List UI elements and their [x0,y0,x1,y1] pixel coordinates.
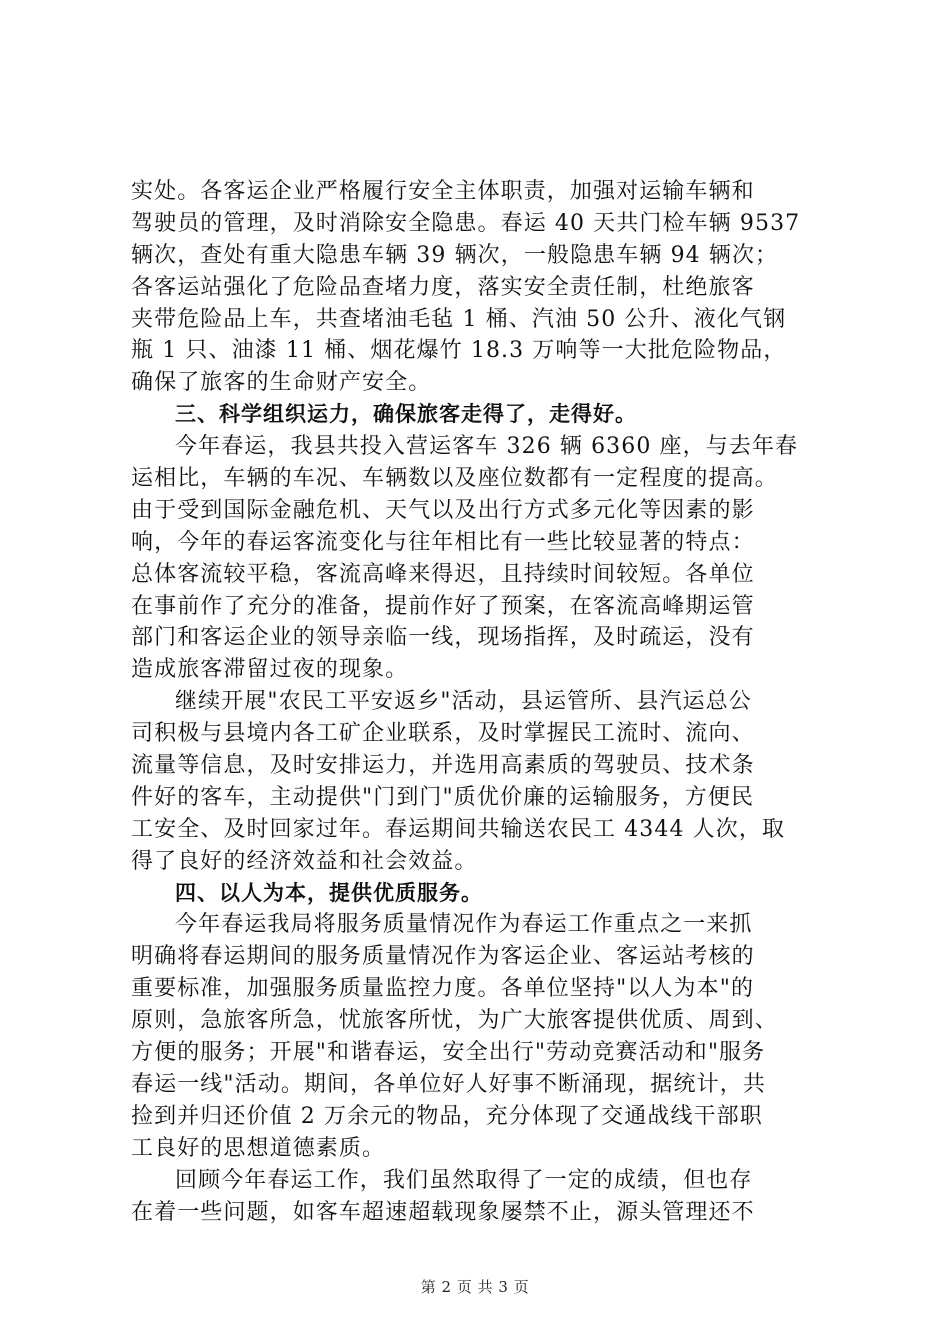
text-line: 工安全、及时回家过年。春运期间共输送农民工 4344 人次，取 [131,816,786,842]
text-line: 春运一线"活动。期间，各单位好人好事不断涌现，据统计，共 [131,1071,766,1097]
paragraph-start: 今年春运，我县共投入营运客车 326 辆 6360 座，与去年春 [175,434,799,460]
text-line: 工良好的思想道德素质。 [131,1135,386,1161]
text-line: 响，今年的春运客流变化与往年相比有一些比较显著的特点： [131,529,755,555]
text-line: 捡到并归还价值 2 万余元的物品，充分体现了交通战线干部职 [131,1103,763,1129]
text-line: 由于受到国际金融危机、天气以及出行方式多元化等因素的影 [131,497,755,523]
section-heading-4: 四、以人为本，提供优质服务。 [175,880,483,905]
text-line: 流量等信息，及时安排运力，并选用高素质的驾驶员、技术条 [131,753,755,779]
text-line: 确保了旅客的生命财产安全。 [131,370,432,396]
paragraph-start: 今年春运我局将服务质量情况作为春运工作重点之一来抓 [175,912,753,938]
text-line: 夹带危险品上车，共查堵油毛毡 1 桶、汽油 50 公升、液化气钢 [131,306,787,332]
text-line: 在着一些问题，如客车超速超载现象屡禁不止，源头管理还不 [131,1199,755,1225]
text-line: 辆次，查处有重大隐患车辆 39 辆次，一般隐患车辆 94 辆次； [131,242,779,268]
text-line: 司积极与县境内各工矿企业联系，及时掌握民工流时、流向、 [131,721,755,747]
text-line: 重要标准，加强服务质量监控力度。各单位坚持"以人为本"的 [131,976,755,1002]
text-line: 瓶 1 只、油漆 11 桶、烟花爆竹 18.3 万响等一大批危险物品， [131,338,787,364]
text-line: 原则，急旅客所急，忧旅客所忧，为广大旅客提供优质、周到、 [131,1008,778,1034]
text-line: 方便的服务；开展"和谐春运，安全出行"劳动竞赛活动和"服务 [131,1040,766,1066]
page-number-footer: 第 2 页 共 3 页 [420,1278,530,1296]
section-heading-3: 三、科学组织运力，确保旅客走得了，走得好。 [175,402,637,427]
text-line: 驾驶员的管理，及时消除安全隐患。春运 40 天共门检车辆 9537 [131,210,801,236]
paragraph-start: 继续开展"农民工平安返乡"活动，县运管所、县汽运总公 [175,689,752,715]
text-line: 各客运站强化了危险品查堵力度，落实安全责任制，杜绝旅客 [131,274,755,300]
body-text [131,176,831,1228]
text-line: 得了良好的经济效益和社会效益。 [131,848,478,874]
text-line: 总体客流较平稳，客流高峰来得迟，且持续时间较短。各单位 [131,561,755,587]
text-line: 造成旅客滞留过夜的现象。 [131,657,409,683]
text-line: 在事前作了充分的准备，提前作好了预案，在客流高峰期运管 [131,593,755,619]
text-line: 明确将春运期间的服务质量情况作为客运企业、客运站考核的 [131,944,755,970]
text-line: 运相比，车辆的车况、车辆数以及座位数都有一定程度的提高。 [131,466,778,492]
text-line: 实处。各客运企业严格履行安全主体职责，加强对运输车辆和 [131,179,755,204]
text-line: 部门和客运企业的领导亲临一线，现场指挥，及时疏运，没有 [131,625,755,651]
text-line: 件好的客车，主动提供"门到门"质优价廉的运输服务，方便民 [131,784,755,810]
paragraph-start: 回顾今年春运工作，我们虽然取得了一定的成绩，但也存 [175,1167,753,1193]
